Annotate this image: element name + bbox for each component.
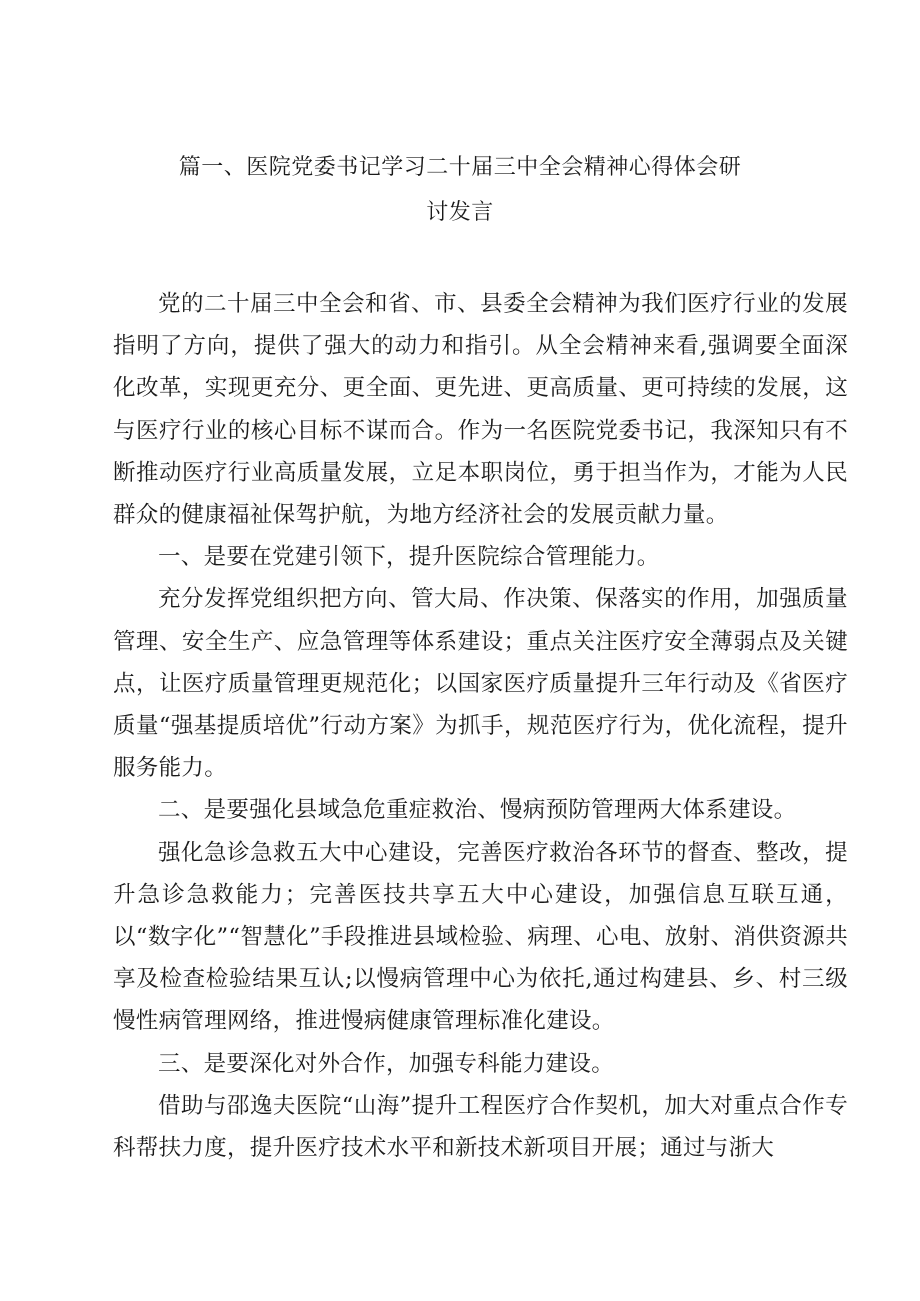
section-heading-2: 二、是要强化县域急危重症救治、慢病预防管理两大体系建设。: [158, 797, 797, 824]
document-body: [113, 283, 848, 1169]
section-paragraph-2: 强化急诊急救五大中心建设，完善医疗救治各环节的督查、整改，提升急诊急救能力；完善医技共享五大中心建设，加强信息互联互通，以“数字化”“智慧化”手段推进县域检验、病理、心电、放射、消供资源共享及检查检验结果互认;以慢病管理中心为依托,通过构建县、乡、村三级慢性病管理网络，推进慢病健康管理标准化建设。: [113, 839, 848, 1035]
document-title-line-2: 讨发言: [426, 200, 494, 225]
section-paragraph-3: 借助与邵逸夫医院“山海”提升工程医疗合作契机，加大对重点合作专科帮扶力度，提升医疗技术水平和新技术新项目开展；通过与浙大: [113, 1092, 848, 1162]
section-paragraph-1: 充分发挥党组织把方向、管大局、作决策、保落实的作用，加强质量管理、安全生产、应急管理等体系建设；重点关注医疗安全薄弱点及关键点，让医疗质量管理更规范化；以国家医疗质量提升三年行动及《省医疗质量“强基提质培优”行动方案》为抓手，规范医疗行为，优化流程，提升服务能力。: [113, 586, 848, 782]
section-heading-3: 三、是要深化对外合作，加强专科能力建设。: [158, 1050, 615, 1077]
section-heading-1: 一、是要在党建引领下，提升医院综合管理能力。: [158, 544, 660, 571]
intro-paragraph: 党的二十届三中全会和省、市、县委全会精神为我们医疗行业的发展指明了方向，提供了强大的动力和指引。从全会精神来看,强调要全面深化改革，实现更充分、更全面、更先进、更高质量、更可持续的发展，这与医疗行业的核心目标不谋而合。作为一名医院党委书记，我深知只有不断推动医疗行业高质量发展，立足本职岗位，勇于担当作为，才能为人民群众的健康福祉保驾护航，为地方经济社会的发展贡献力量。: [113, 291, 848, 529]
document-title-line-1: 篇一、医院党委书记学习二十届三中全会精神心得体会研: [178, 155, 742, 180]
